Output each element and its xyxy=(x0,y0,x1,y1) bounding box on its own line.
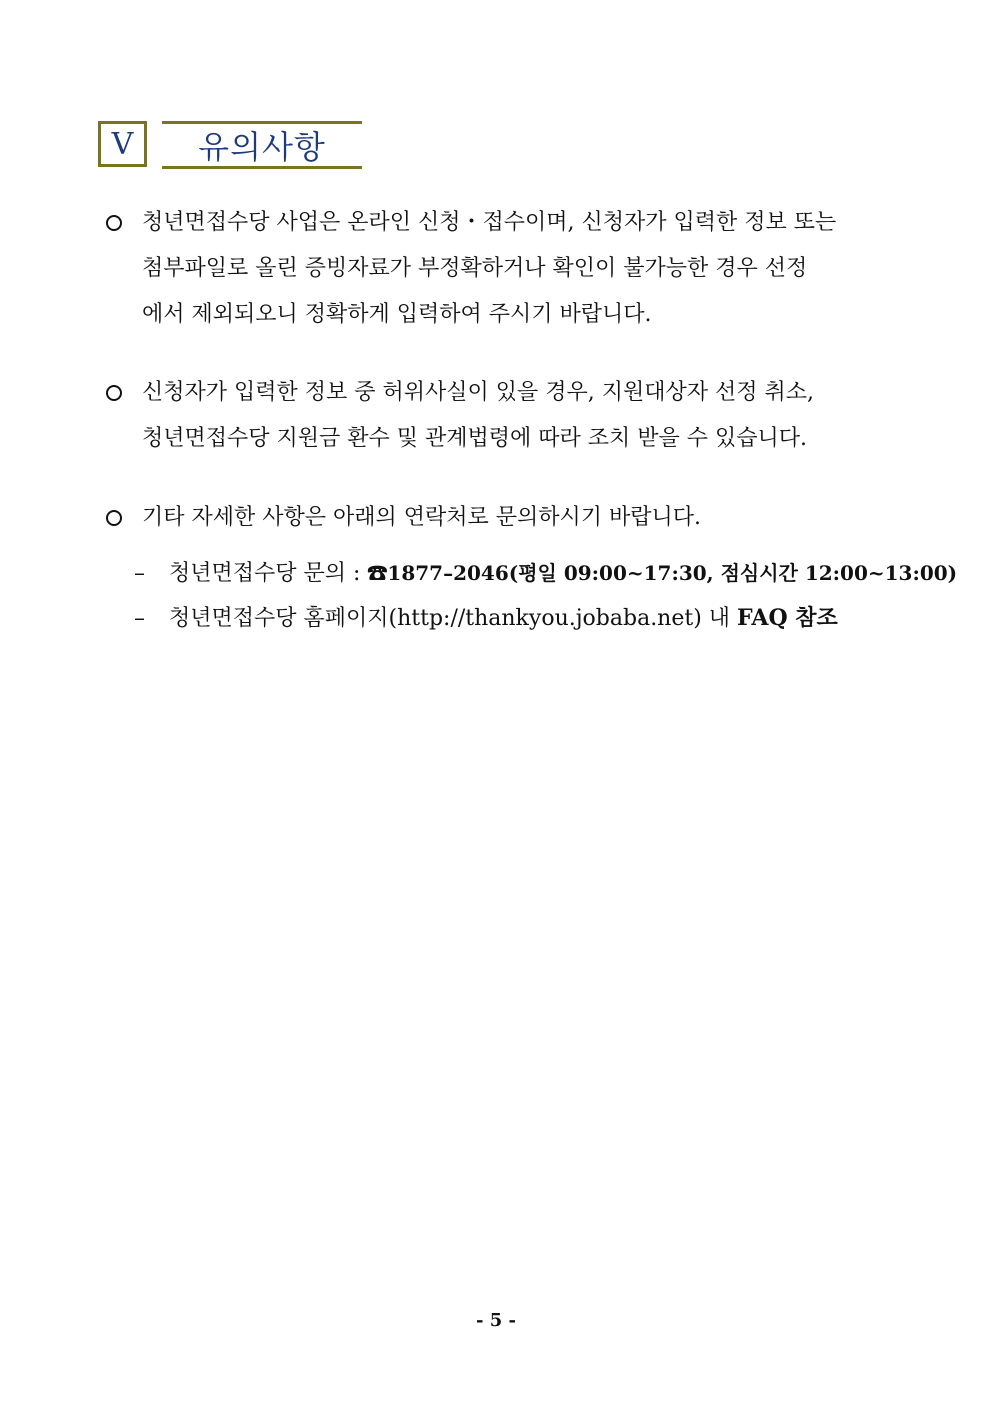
dash-mark: – xyxy=(134,561,145,586)
circle-bullet-icon xyxy=(106,385,122,401)
circle-bullet-icon xyxy=(106,510,122,526)
notice-line: 에서 제외되오니 정확하게 입력하여 주시기 바랍니다. xyxy=(142,302,652,327)
faq-reference: FAQ 참조 xyxy=(737,605,838,631)
contact-label: 청년면접수당 문의 : xyxy=(169,561,361,586)
page-number: - 5 - xyxy=(476,1310,516,1331)
circle-bullet-icon xyxy=(106,215,122,231)
notice-line: 기타 자세한 사항은 아래의 연락처로 문의하시기 바랍니다. xyxy=(142,505,702,530)
section-title: 유의사항 xyxy=(162,121,362,169)
section-number: Ⅴ xyxy=(98,121,147,167)
notice-line: 청년면접수당 사업은 온라인 신청・접수이며, 신청자가 입력한 정보 또는 xyxy=(142,210,837,235)
section-heading xyxy=(98,121,364,173)
notice-line: 청년면접수당 지원금 환수 및 관계법령에 따라 조치 받을 수 있습니다. xyxy=(142,426,807,451)
dash-mark: – xyxy=(134,606,145,631)
notice-line: 신청자가 입력한 정보 중 허위사실이 있을 경우, 지원대상자 선정 취소, xyxy=(142,380,814,405)
contact-inquiry xyxy=(134,556,957,587)
notice-line: 첨부파일로 올린 증빙자료가 부정확하거나 확인이 불가능한 경우 선정 xyxy=(142,256,808,281)
contact-homepage xyxy=(134,601,838,632)
homepage-label: 청년면접수당 홈페이지(http://thankyou.jobaba.net) 내 xyxy=(169,606,731,631)
contact-phone: ☎1877–2046(평일 09:00~17:30, 점심시간 12:00~13:00) xyxy=(367,561,958,585)
